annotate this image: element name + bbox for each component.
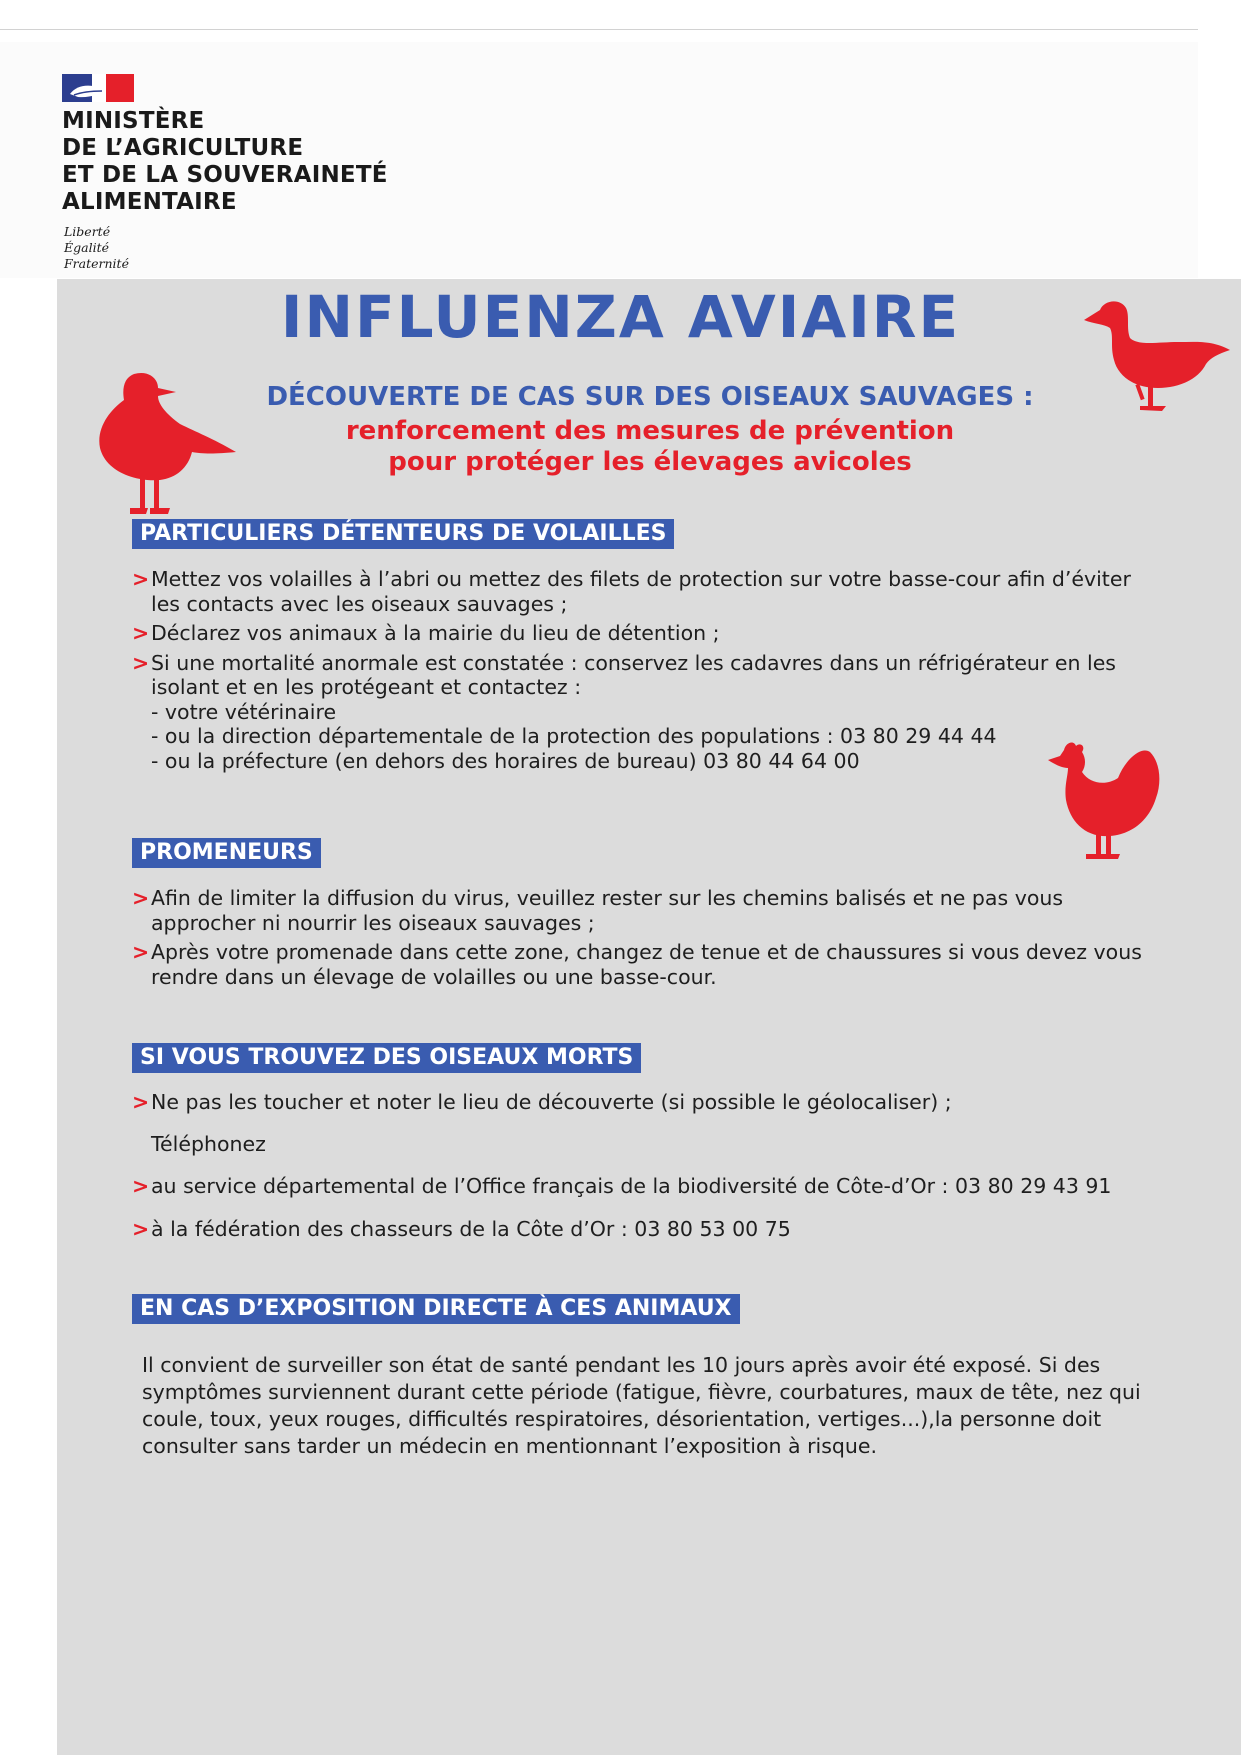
lead-text	[200, 416, 1100, 478]
section-title-exposition: EN CAS D’EXPOSITION DIRECTE À CES ANIMAUX	[132, 1294, 740, 1324]
list-item: > Déclarez vos animaux à la mairie du lieu de détention ;	[132, 621, 1152, 646]
section-title-promeneurs: PROMENEURS	[132, 838, 321, 868]
republic-motto	[64, 224, 129, 272]
page-title: INFLUENZA AVIAIRE	[280, 283, 961, 351]
list-item: > Ne pas les toucher et noter le lieu de découverte (si possible le géolocaliser) ;	[132, 1090, 1152, 1115]
list-oiseaux-morts-1	[132, 1090, 1152, 1120]
top-rule	[0, 29, 1198, 30]
ministry-line-2: DE L’AGRICULTURE	[62, 135, 304, 161]
ministry-line-4: ALIMENTAIRE	[62, 189, 237, 215]
exposition-text: Il convient de surveiller son état de santé pendant les 10 jours après avoir été exposé. Si des symptômes surviennent durant cette période (fatigue, fièvre, courbatures, maux de tête, nez qui coule, toux, yeux rouges, difficultés respiratoires, désorientation, vertiges...),la personne doit consulter sans tarder un médecin en mentionnant l’exposition à risque.	[142, 1353, 1141, 1458]
motto-liberte: Liberté	[64, 224, 111, 239]
list-item: > Après votre promenade dans cette zone, changez de tenue et de chaussures si vous devez vous rendre dans un élevage de volailles ou une basse-cour.	[132, 940, 1152, 989]
contact-ddpp: - ou la direction départementale de la protection des populations : 03 80 29 44 44	[151, 724, 997, 748]
ministry-name	[62, 108, 482, 216]
lead-line-2: pour protéger les élevages avicoles	[388, 447, 912, 477]
telephone-label: Téléphonez	[151, 1132, 266, 1156]
list-item: > Mettez vos volailles à l’abri ou mettez des filets de protection sur votre basse-cour afin d’éviter les contacts avec les oiseaux sauvages ;	[132, 567, 1152, 616]
list-item: > à la fédération des chasseurs de la Côte d’Or : 03 80 53 00 75	[132, 1217, 1152, 1242]
list-item: > Afin de limiter la diffusion du virus, veuillez rester sur les chemins balisés et ne pas vous approcher ni nourrir les oiseaux sauvages ;	[132, 886, 1152, 935]
list-item: > au service départemental de l’Office français de la biodiversité de Côte-d’Or : 03 80 29 43 91	[132, 1174, 1152, 1199]
section-title-oiseaux-morts: SI VOUS TROUVEZ DES OISEAUX MORTS	[132, 1043, 641, 1073]
list-particuliers	[132, 567, 1152, 778]
page-subtitle: DÉCOUVERTE DE CAS SUR DES OISEAUX SAUVAGES :	[266, 382, 1034, 412]
list-promeneurs	[132, 886, 1152, 994]
ministry-line-3: ET DE LA SOUVERAINETÉ	[62, 162, 388, 188]
ministry-line-1: MINISTÈRE	[62, 108, 205, 134]
list-oiseaux-morts-2	[132, 1174, 1152, 1246]
marianne-flag-icon	[62, 74, 134, 102]
lead-line-1: renforcement des mesures de prévention	[345, 416, 955, 446]
list-item-text: Si une mortalité anormale est constatée : conservez les cadavres dans un réfrigérateur en les isolant et en les protégeant et contactez :	[151, 650, 1116, 699]
motto-fraternite: Fraternité	[64, 256, 129, 271]
section-title-particuliers: PARTICULIERS DÉTENTEURS DE VOLAILLES	[132, 519, 674, 549]
list-item	[132, 651, 1152, 774]
contact-veterinaire: - votre vétérinaire	[151, 699, 337, 724]
contact-prefecture: - ou la préfecture (en dehors des horaires de bureau) 03 80 44 64 00	[151, 748, 860, 773]
motto-egalite: Égalité	[64, 240, 109, 255]
